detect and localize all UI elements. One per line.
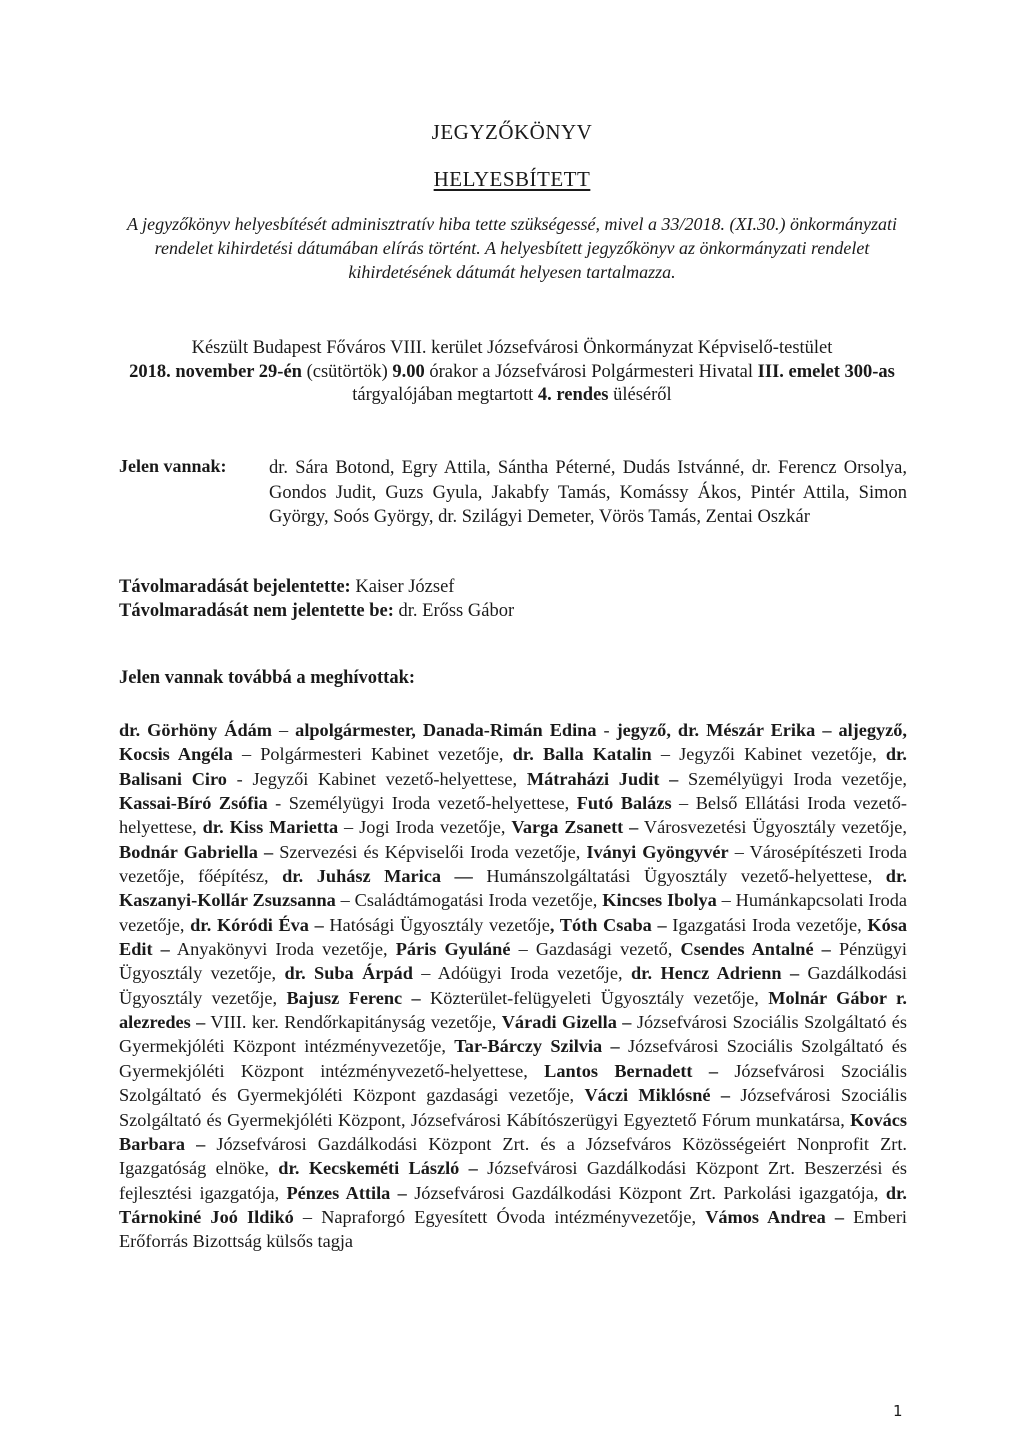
invited-role: – Humánkapcsolati Iroda vezetője, bbox=[119, 890, 908, 935]
meeting-floor: III. emelet 300-as bbox=[757, 361, 895, 382]
invited-name: Csendes Antalné – bbox=[680, 939, 831, 960]
absent-unreported-name: dr. Erőss Gábor bbox=[393, 601, 515, 621]
invited-name: jegyző, bbox=[616, 720, 671, 740]
absent-reported-name: Kaiser József bbox=[350, 577, 455, 597]
invited-role: – Adóügyi Iroda vezetője, bbox=[412, 963, 631, 984]
invited-role: Józsefvárosi Gazdálkodási Központ Zrt. Beszerzési és fejlesztési igazgatója, bbox=[119, 1158, 907, 1203]
invited-role: - Jegyzői Kabinet vezető-helyettese, bbox=[226, 768, 527, 789]
invited-name: alpolgármester, Danada-Rimán Edina bbox=[295, 720, 597, 740]
invited-role: – Jogi Iroda vezetője, bbox=[338, 817, 512, 838]
invited-role: – bbox=[272, 720, 296, 740]
meeting-time: 9.00 bbox=[392, 361, 425, 382]
correction-note: A jegyzőkönyv helyesbítését adminisztratív hiba tette szükségessé, mivel a 33/2018. (XI.30.) önkormányzati rendelet kihirdetési dátumában elírás történt. A helyesbített jegyzőkönyv az önkormányzati rendelet kihirdetésének dátumát helyesen tartalmazza. bbox=[126, 214, 897, 282]
invited-name: dr. Kóródi Éva – bbox=[190, 914, 324, 935]
absence-block bbox=[119, 575, 514, 623]
invited-name: Váradi Gizella – bbox=[501, 1012, 632, 1033]
invited-role bbox=[671, 720, 678, 740]
invited-role: Anyakönyvi Iroda vezetője, bbox=[169, 939, 396, 960]
invited-role: Városvezetési Ügyosztály vezetője, bbox=[638, 817, 907, 838]
invited-role: Józsefvárosi Szociális Szolgáltató és Gyermekjóléti Központ intézményvezetője, bbox=[119, 1012, 908, 1057]
meeting-intro: Készült Budapest Főváros VIII. kerület Józsefvárosi Önkormányzat Képviselő-testület bbox=[191, 338, 833, 358]
meeting-header bbox=[120, 337, 904, 408]
invited-name: Kovács Barbara – bbox=[119, 1109, 907, 1154]
invited-role: - bbox=[596, 720, 617, 740]
meeting-end: üléséről bbox=[608, 385, 672, 405]
document-title: JEGYZŐKÖNYV bbox=[431, 120, 593, 144]
invited-name: , Tóth Csaba – bbox=[549, 914, 667, 935]
invited-name: Mátraházi Judit – bbox=[526, 768, 679, 789]
invited-name: dr. Balisani Ciro bbox=[119, 744, 907, 789]
invited-role: Pénzügyi Ügyosztály vezetője, bbox=[119, 939, 907, 984]
document-subtitle: HELYESBÍTETT bbox=[433, 167, 591, 191]
invited-name: dr. Görhöny Ádám bbox=[119, 720, 273, 740]
invited-role: - Személyügyi Iroda vezető-helyettese, bbox=[267, 793, 577, 814]
invited-name: Varga Zsanett – bbox=[511, 817, 639, 838]
invited-role: – Belső Ellátási Iroda vezető-helyettese, bbox=[119, 793, 907, 838]
invited-name: Lantos Bernadett – bbox=[544, 1060, 718, 1081]
meeting-day: (csütörtök) bbox=[301, 361, 393, 382]
present-names: dr. Sára Botond, Egry Attila, Sántha Péterné, Dudás Istvánné, dr. Ferencz Orsolya, Gondos Judit, Guzs Gyula, Jakabfy Tamás, Komássy Ákos, Pintér Attila, Simon György, Soós György, dr. Szilágyi Demeter, Vörös Tamás, Zentai Oszkár bbox=[269, 458, 907, 527]
invited-name: dr. Mészár Erika – aljegyző, Kocsis Angéla bbox=[119, 720, 907, 765]
invited-role: – Jegyzői Kabinet vezetője, bbox=[651, 744, 886, 765]
absent-unreported-label: Távolmaradását nem jelentette be: bbox=[119, 601, 394, 621]
invited-role: Humánszolgáltatási Ügyosztály vezető-helyettese, bbox=[472, 866, 886, 887]
absent-reported-label: Távolmaradását bejelentette: bbox=[119, 577, 351, 597]
invited-name: dr. Kaszanyi-Kollár Zsuzsanna bbox=[119, 866, 907, 911]
invited-name: Kassai-Bíró Zsófia bbox=[119, 793, 268, 814]
invited-name: dr. Juhász Marica — bbox=[282, 866, 473, 887]
invited-name: dr. Tárnokiné Joó Ildikó bbox=[119, 1182, 907, 1227]
invited-name: dr. Balla Katalin bbox=[512, 744, 652, 765]
invited-role: Józsefvárosi Szociális Szolgáltató és Gyermekjóléti Központ intézményvezető-helyettese, bbox=[119, 1036, 907, 1081]
invited-role: VIII. ker. Rendőrkapitányság vezetője, bbox=[205, 1012, 502, 1033]
invited-name: dr. Hencz Adrienn – bbox=[630, 963, 800, 984]
invited-name: Váczi Miklósné – bbox=[584, 1085, 730, 1106]
invited-role: Személyügyi Iroda vezetője, bbox=[678, 768, 907, 789]
meeting-session: 4. rendes bbox=[537, 385, 609, 405]
invited-name: Pénzes Attila – bbox=[286, 1182, 407, 1203]
invited-role: – Polgármesteri Kabinet vezetője, bbox=[232, 744, 513, 765]
meeting-room: tárgyalójában megtartott bbox=[352, 385, 538, 405]
invited-role: Józsefvárosi Gazdálkodási Központ Zrt. és a Józsefváros Közösségeiért Nonprofit Zrt. Igazgatóság elnöke, bbox=[119, 1133, 907, 1179]
invited-name: Tar-Bárczy Szilvia – bbox=[454, 1036, 620, 1057]
invited-role: Gazdálkodási Ügyosztály vezetője, bbox=[119, 963, 907, 1008]
invited-role: Igazgatási Iroda vezetője, bbox=[666, 914, 868, 935]
invited-name: Bajusz Ferenc – bbox=[286, 987, 421, 1008]
invited-role: – Családtámogatási Iroda vezetője, bbox=[335, 890, 603, 911]
invited-role: Hatósági Ügyosztály vezetője bbox=[323, 914, 550, 935]
invited-name: Iványi Gyöngyvér bbox=[586, 841, 729, 862]
invited-name: Kósa Edit – bbox=[119, 914, 907, 960]
invited-role: Józsefvárosi Szociális Szolgáltató és Gyermekjóléti Központ gazdasági vezetője, bbox=[119, 1060, 908, 1106]
invited-name: Kincses Ibolya bbox=[602, 890, 717, 911]
invited-list bbox=[119, 718, 907, 1254]
invited-role: – Városépítészeti Iroda vezetője, főépítész, bbox=[119, 841, 908, 887]
invited-name: dr. Kecskeméti László – bbox=[278, 1158, 478, 1179]
invited-name: Páris Gyuláné bbox=[395, 939, 511, 960]
invited-role: Józsefvárosi Gazdálkodási Központ Zrt. Parkolási igazgatója, bbox=[406, 1182, 886, 1203]
present-label: Jelen vannak: bbox=[119, 456, 227, 476]
invited-name: Futó Balázs bbox=[576, 793, 672, 814]
meeting-place: órakor a Józsefvárosi Polgármesteri Hivatal bbox=[424, 361, 758, 382]
invited-role: – Napraforgó Egyesített Óvoda intézményvezetője, bbox=[293, 1206, 706, 1227]
meeting-date: 2018. november 29-én bbox=[129, 361, 302, 382]
invited-title: Jelen vannak továbbá a meghívottak: bbox=[119, 668, 416, 688]
invited-role: Emberi Erőforrás Bizottság külsős tagja bbox=[119, 1206, 907, 1252]
invited-name: Bodnár Gabriella – bbox=[119, 841, 274, 862]
invited-name: dr. Kiss Marietta bbox=[202, 817, 339, 838]
invited-role: Józsefvárosi Szociális Szolgáltató és Gyermekjóléti Központ, Józsefvárosi Kábítószerügyi Egyeztető Fórum munkatársa, bbox=[119, 1085, 907, 1130]
invited-role: – Gazdasági vezető, bbox=[510, 939, 681, 960]
invited-name: Molnár Gábor r. alezredes – bbox=[119, 987, 907, 1033]
invited-role: Közterület-felügyeleti Ügyosztály vezetője, bbox=[420, 987, 769, 1008]
invited-name: dr. Suba Árpád bbox=[284, 963, 413, 984]
invited-name: Vámos Andrea – bbox=[705, 1206, 845, 1227]
page-number: 1 bbox=[893, 1402, 903, 1420]
invited-role: Szervezési és Képviselői Iroda vezetője, bbox=[273, 841, 587, 862]
